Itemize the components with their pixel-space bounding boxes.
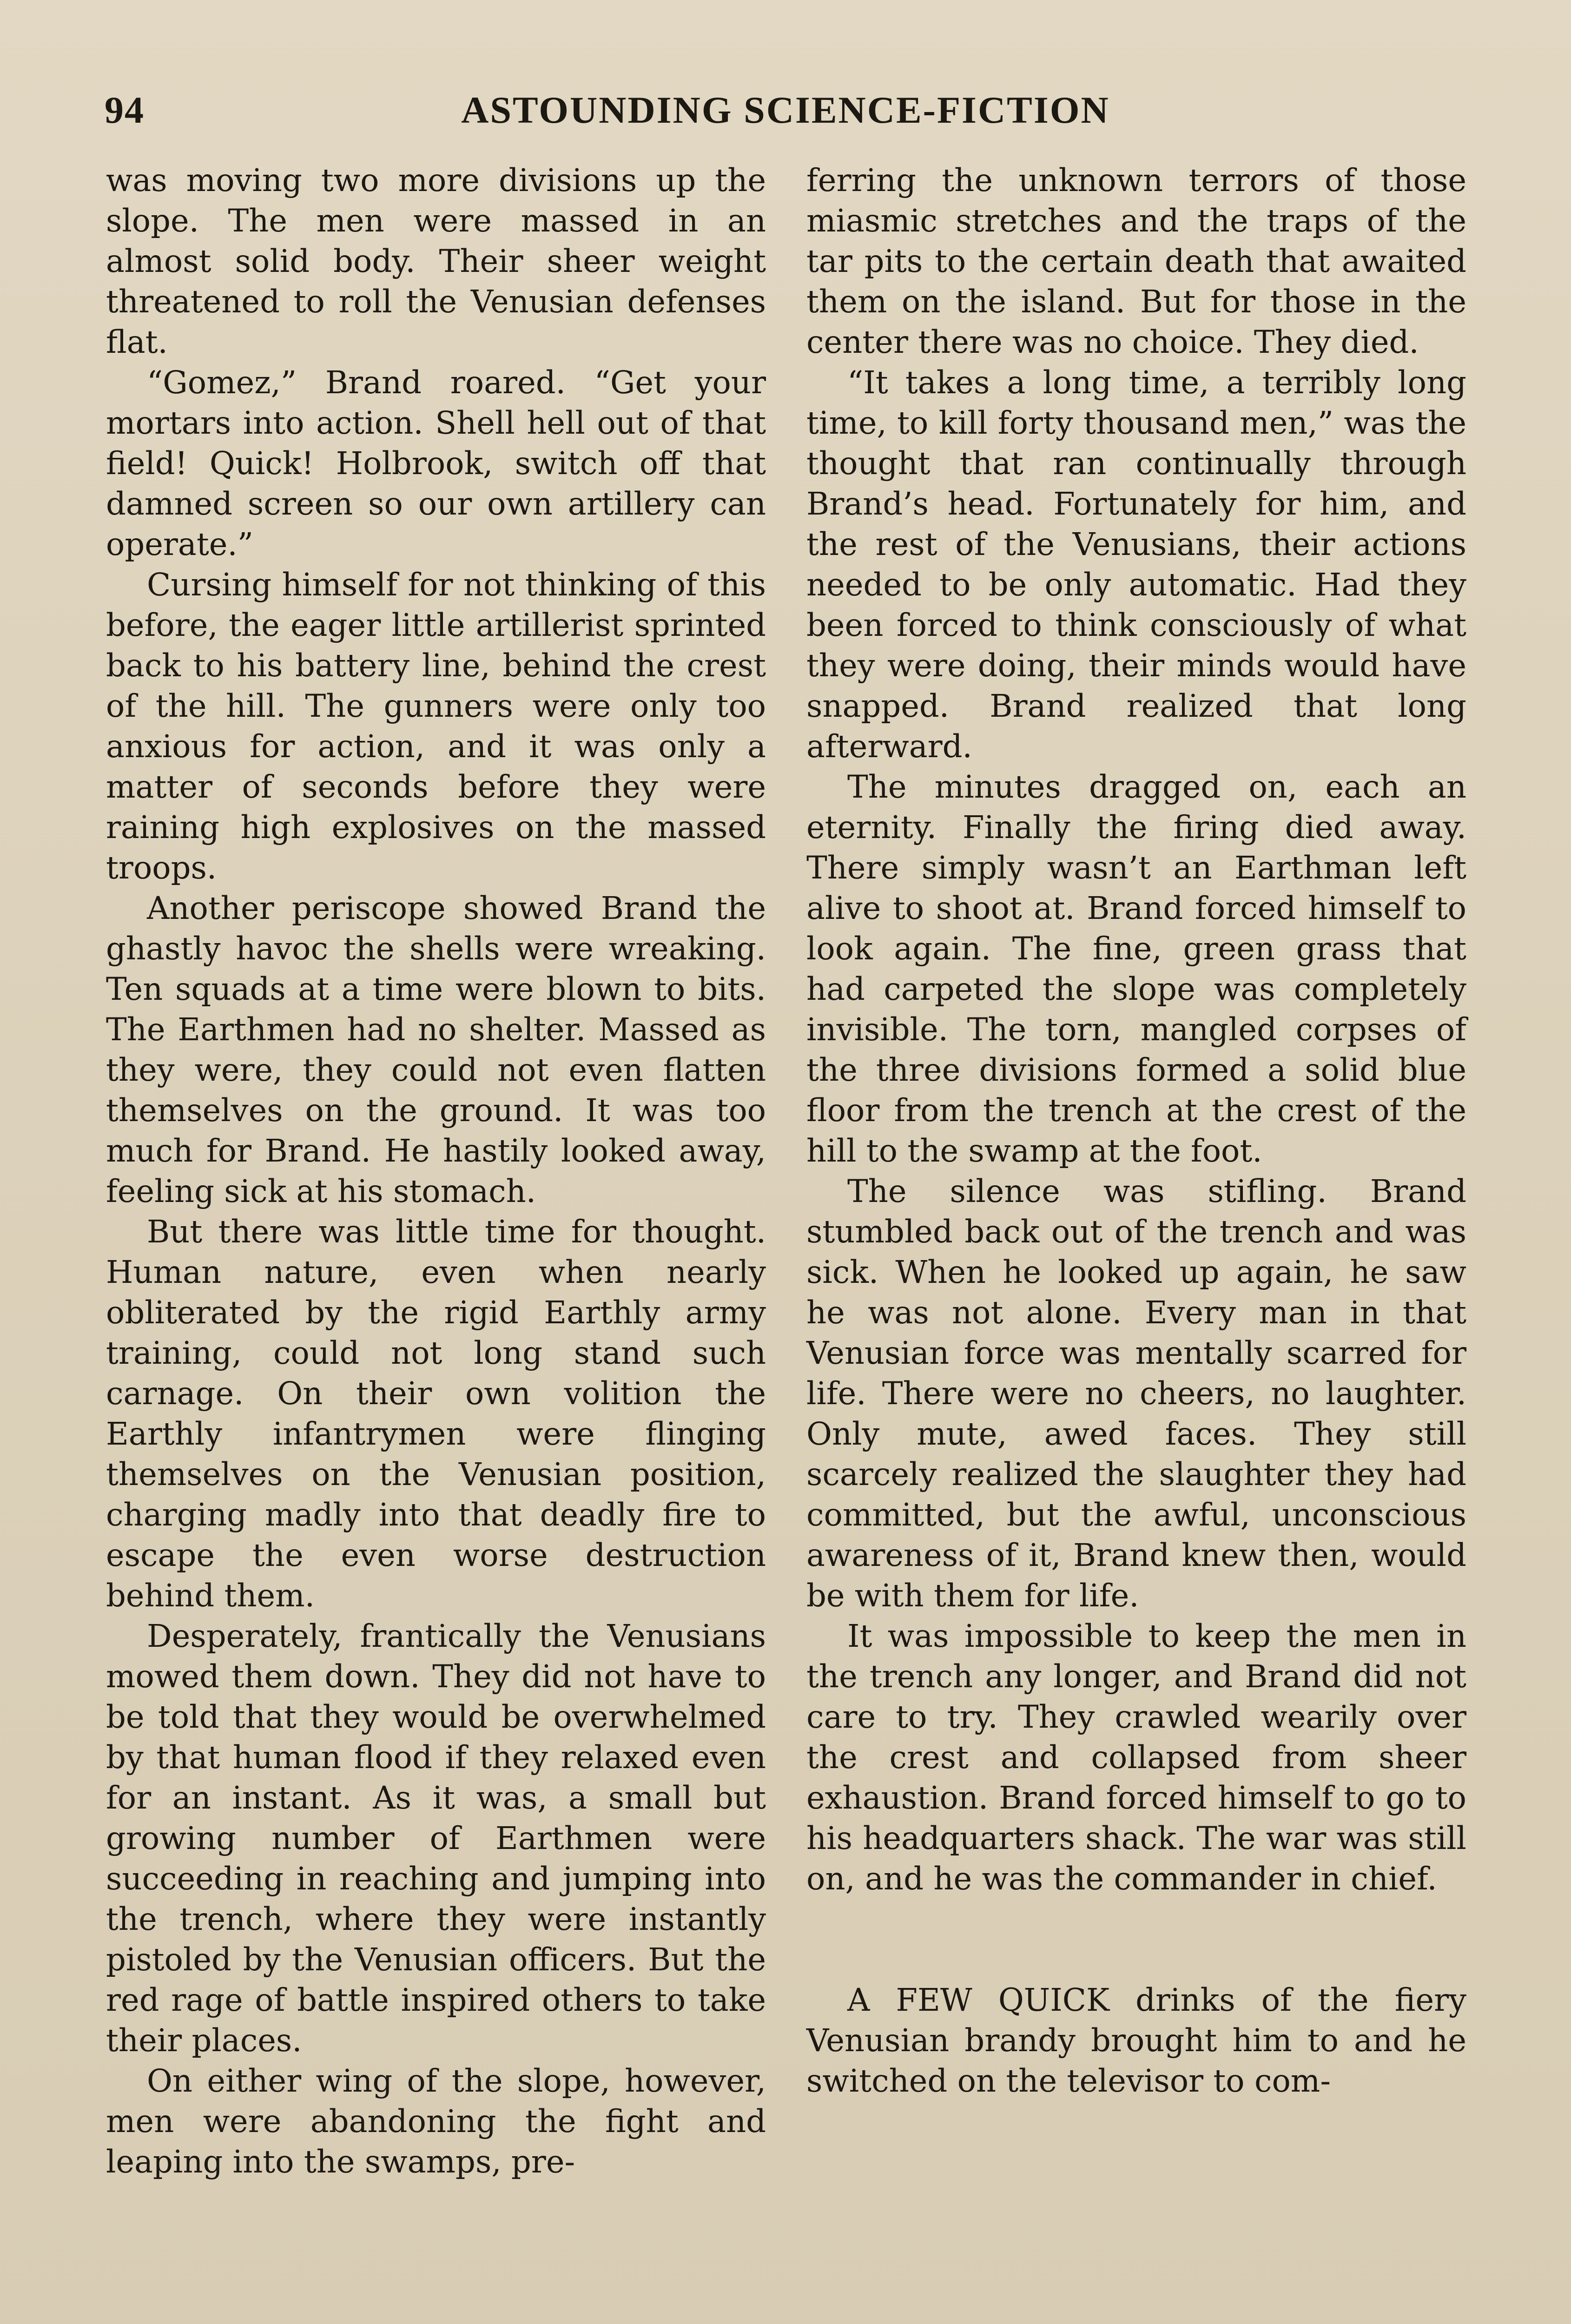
paragraph: A FEW QUICK drinks of the fiery Venusian brandy brought him to and he switched on the televisor to com- [806, 1982, 1466, 2099]
section-break [806, 1899, 1466, 1980]
page-header [105, 88, 1466, 139]
paragraph: was moving two more divisions up the slope. The men were massed in an almost solid body. Their sheer weight threatened to roll the Venusian defenses flat. [106, 162, 766, 360]
paragraph: “Gomez,” Brand roared. “Get your mortars into action. Shell hell out of that field! Quick! Holbrook, switch off that damned screen so our own artillery can operate.” [106, 364, 766, 562]
paragraph: The silence was stifling. Brand stumbled back out of the trench and was sick. When he looked up again, he saw he was not alone. Every man in that Venusian force was mentally scarred for life. There were no cheers, no laughter. Only mute, awed faces. They still scarcely realized the slaughter they had committed, but the awful, unconscious awareness of it, Brand knew then, would be with them for life. [806, 1173, 1466, 1614]
paragraph: Desperately, frantically the Venusians mowed them down. They did not have to be told that they would be overwhelmed by that human flood if they relaxed even for an instant. As it was, a small but growing number of Earthmen were succeeding in reaching and jumping into the trench, where they were instantly pistoled by the Venusian officers. But the red rage of battle inspired others to take their places. [106, 1618, 766, 2059]
paragraph: It was impossible to keep the men in the trench any longer, and Brand did not care to try. They crawled wearily over the crest and collapsed from sheer exhaustion. Brand forced himself to go to his headquarters shack. The war was still on, and he was the commander in chief. [806, 1618, 1466, 1897]
paragraph: Another periscope showed Brand the ghastly havoc the shells were wreaking. Ten squads at a time were blown to bits. The Earthmen had no shelter. Massed as they were, they could not even flatten themselves on the ground. It was too much for Brand. He hastily looked away, feeling sick at his stomach. [106, 890, 766, 1209]
page-number: 94 [105, 89, 145, 131]
paragraph: Cursing himself for not thinking of this before, the eager little artillerist sprinted back to his battery line, behind the crest of the hill. The gunners were only too anxious for action, and it was only a matter of seconds before they were raining high explosives on the massed troops. [106, 567, 766, 886]
paragraph: ferring the unknown terrors of those miasmic stretches and the traps of the tar pits to the certain death that awaited them on the island. But for those in the center there was no choice. They died. [806, 162, 1466, 360]
paragraph: On either wing of the slope, however, men were abandoning the fight and leaping into the swamps, pre- [106, 2063, 766, 2180]
paragraph: “It takes a long time, a terribly long time, to kill forty thousand men,” was the thought that ran continually through Brand’s head. Fortunately for him, and the rest of the Venusians, their actions needed to be only automatic. Had they been forced to think consciously of what they were doing, their minds would have snapped. Brand realized that long afterward. [806, 364, 1466, 765]
paragraph: The minutes dragged on, each an eternity. Finally the firing died away. There simply wasn’t an Earthman left alive to shoot at. Brand forced himself to look again. The fine, green grass that had carpeted the slope was completely invisible. The torn, mangled corpses of the three divisions formed a solid blue floor from the trench at the crest of the hill to the swamp at the foot. [806, 769, 1466, 1169]
paragraph: But there was little time for thought. Human nature, even when nearly obliterated by the rigid Earthly army training, could not long stand such carnage. On their own volition the Earthly infantrymen were flinging themselves on the Venusian position, charging madly into that deadly fire to escape the even worse destruction behind them. [106, 1214, 766, 1614]
running-title: ASTOUNDING SCIENCE-FICTION [461, 89, 1110, 131]
right-text-column [806, 160, 1466, 2101]
left-text-column [106, 160, 766, 2182]
